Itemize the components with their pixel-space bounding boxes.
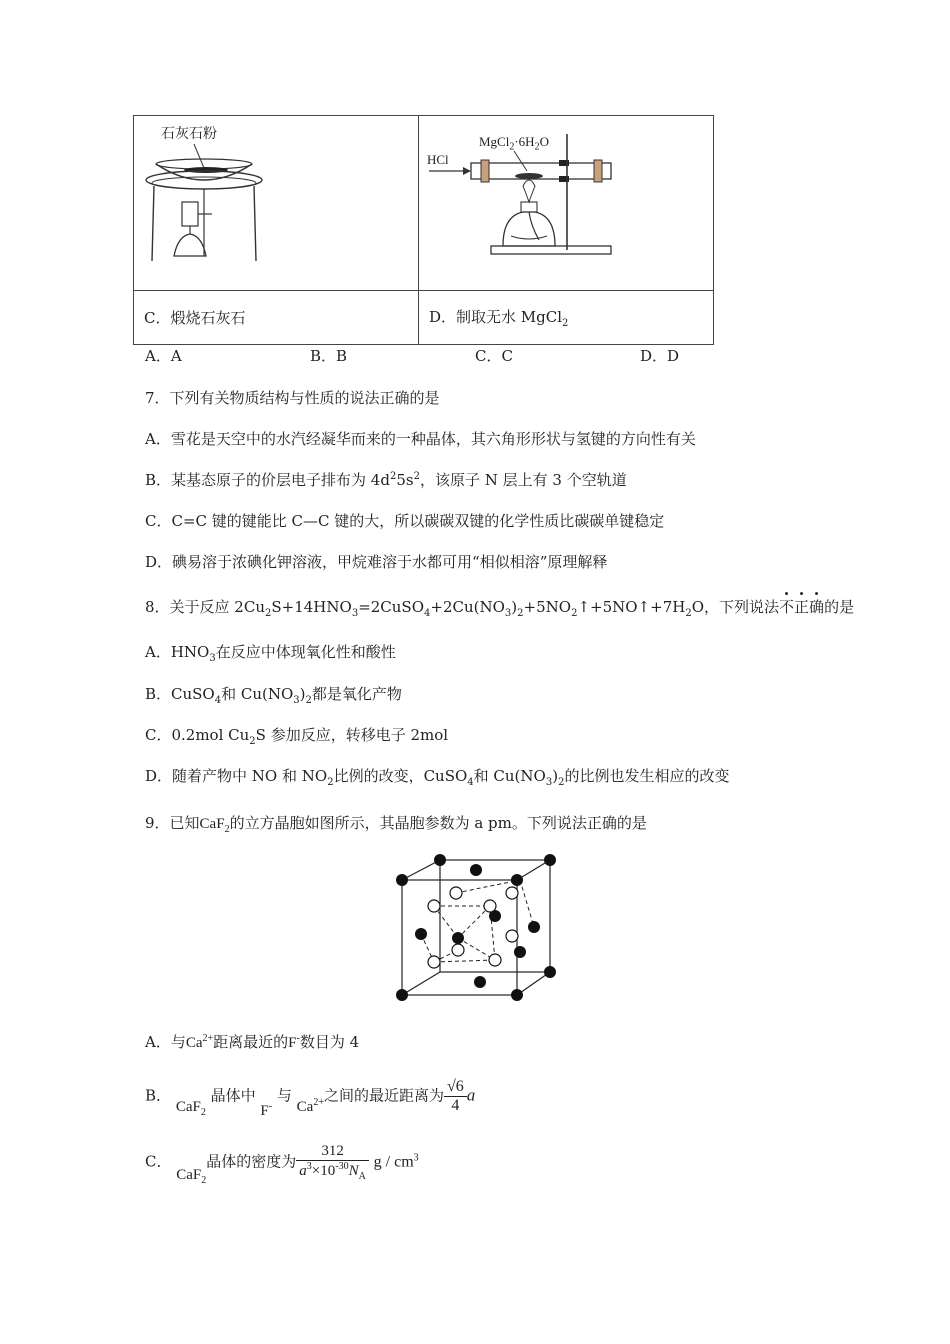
- caption-c: C．煅烧石灰石: [134, 291, 419, 345]
- q8-option-b: B．CuSO$_4$和 $Cu(NO_3)_2$都是氧化产物: [145, 685, 402, 706]
- q7-option-c: C．C=C 键的键能比 C—C 键的大，所以碳碳双键的化学性质比碳碳单键稳定: [145, 512, 665, 530]
- q7-option-b: B．某基态原子的价层电子排布为 $4d^25s^2$，该原子 N 层上有 3 个空轨道: [145, 471, 627, 489]
- caf2-unit-cell-diagram: [390, 850, 570, 1005]
- q9-option-b: B． CaF$_2$ 晶体中 F- 与 $Ca^{2+}$之间的最近距离为 $\frac{√6}{4}$ a: [145, 1078, 476, 1119]
- q9-option-a: A．与$Ca^{2+}$距离最近的F-数目为 4: [145, 1033, 360, 1051]
- q8-stem: 8．关于反应 $2Cu_2S+14HNO_3=2CuSO_4+2Cu(NO_3)_2+5NO_2↑+5NO↑+7H_2O$，下列说法不正确的是: [145, 598, 855, 619]
- q6-choice-c: C．C: [475, 347, 513, 365]
- q6-choice-b: B．B: [310, 347, 348, 365]
- calcination-apparatus-diagram: [134, 116, 418, 290]
- q8-option-d: D．随着产物中 NO 和 $NO_2$比例的改变，CuSO$_4$和 $Cu(NO_3)_2$的比例也发生相应的改变: [145, 767, 730, 788]
- caption-d: D．制取无水 MgCl$_2$: [419, 291, 714, 345]
- q9-option-c: C． CaF$_2$晶体的密度为 $\frac{312}{a^3\times 10^{-30}N_A}$ g / $cm^3$: [145, 1143, 419, 1186]
- q8-option-c: C．0.2mol $Cu_2S$ 参加反应，转移电子 2mol: [145, 726, 449, 747]
- mgcl2-apparatus-diagram: [419, 116, 713, 290]
- q6-choice-a: A．A: [145, 347, 182, 365]
- q6-choice-d: D．D: [640, 347, 680, 365]
- q7-option-a: A．雪花是天空中的水汽经凝华而来的一种晶体，其六角形形状与氢键的方向性有关: [145, 430, 696, 448]
- limestone-label: 石灰石粉: [161, 126, 217, 142]
- q9-stem: 9．已知CaF$_2$的立方晶胞如图所示，其晶胞参数为 a pm。下列说法正确的是: [145, 814, 647, 835]
- figure-cell-d: [419, 116, 714, 291]
- figure-cell-c: [134, 116, 419, 291]
- hcl-label: HCl: [427, 152, 449, 167]
- reagent-label: $MgCl_2\cdot 6H_2O$: [479, 134, 549, 153]
- q7-stem: 7．下列有关物质结构与性质的说法正确的是: [145, 389, 440, 407]
- figure-table: [133, 115, 714, 345]
- q7-option-d: D．碘易溶于浓碘化钾溶液，甲烷难溶于水都可用“相似相溶”原理解释: [145, 553, 608, 571]
- q8-option-a: A．$HNO_3$在反应中体现氧化性和酸性: [145, 643, 396, 664]
